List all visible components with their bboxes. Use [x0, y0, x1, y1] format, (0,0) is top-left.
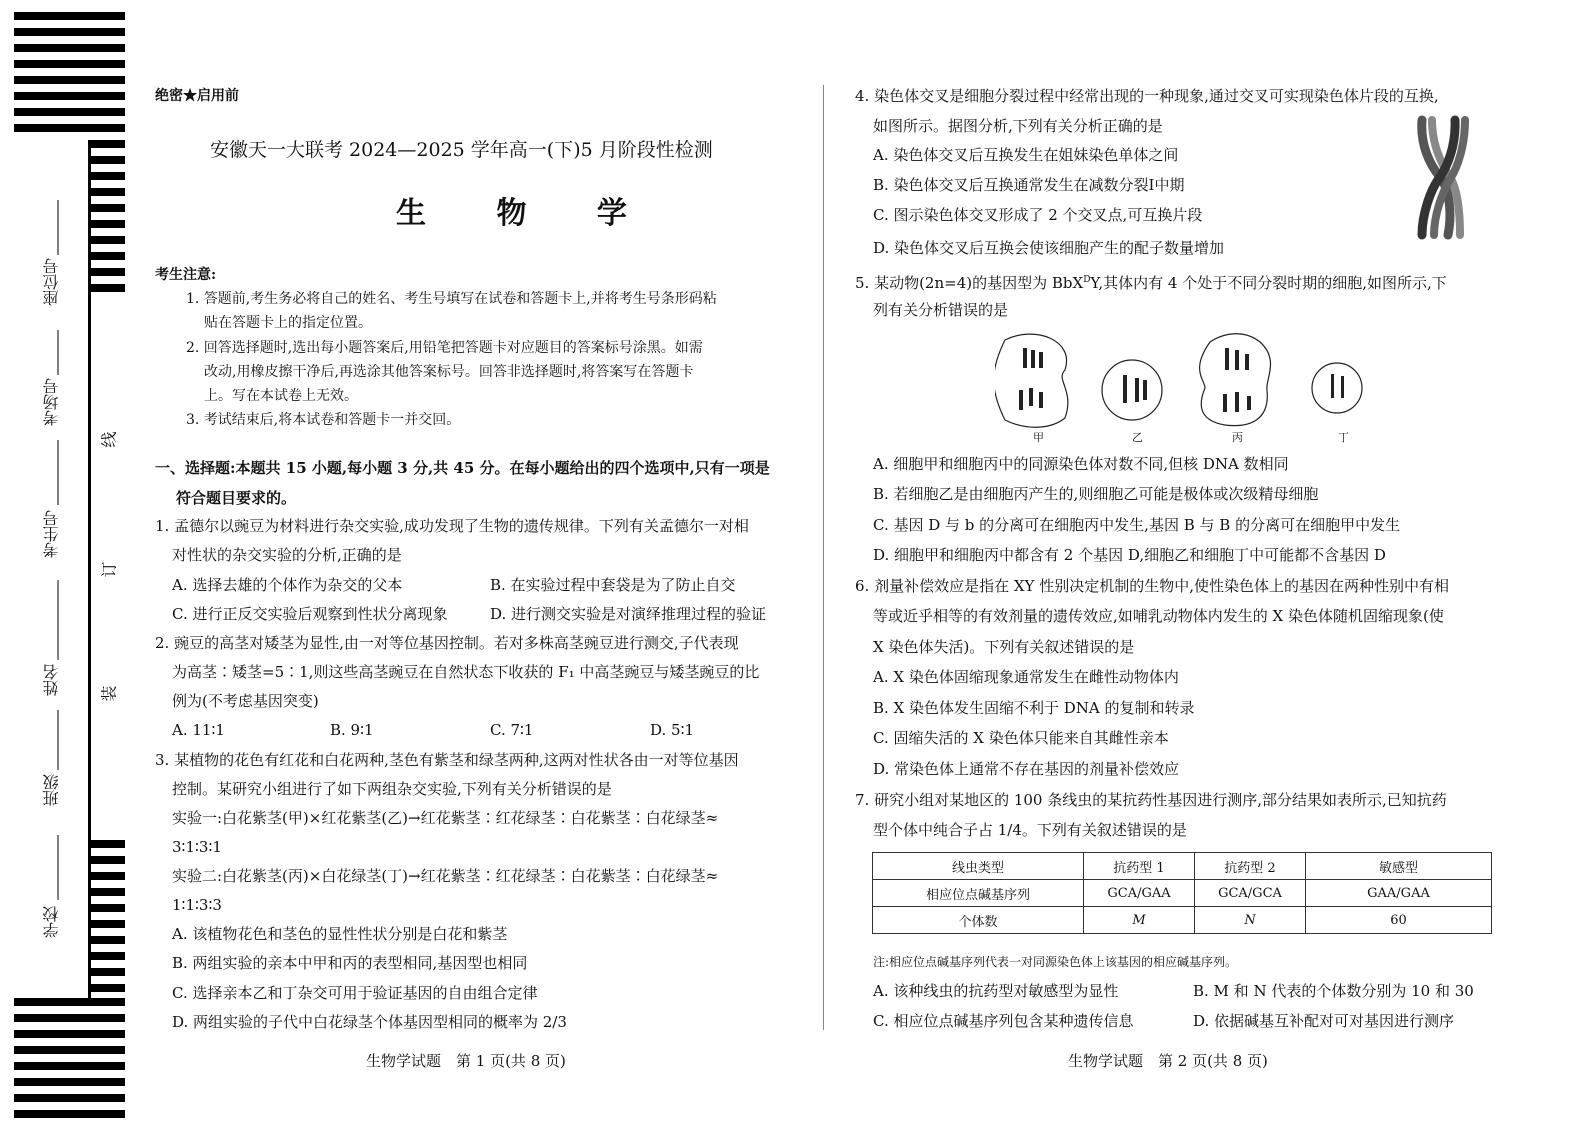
q3-stem: 3. 某植物的花色有红花和白花两种,茎色有紫茎和绿茎两种,这两对性状各由一对等位基因: [155, 751, 739, 769]
room-number-label: 考场号: [42, 378, 61, 426]
q4-stem-cont: 如图所示。据图分析,下列有关分析正确的是: [873, 117, 1163, 135]
q1-stem-cont: 对性状的杂交实验的分析,正确的是: [172, 546, 402, 564]
notice-line: 贴在答题卡上的指定位置。: [204, 315, 372, 331]
table-cell: 抗药型 2: [1195, 853, 1306, 880]
q3-stem-cont: 控制。某研究小组进行了如下两组杂交实验,下列有关分析错误的是: [172, 780, 612, 798]
notice-line: 1. 答题前,考生务必将自己的姓名、考生号填写在试卷和答题卡上,并将考生号条形码粘: [186, 291, 717, 307]
q6-option-a: A. X 染色体固缩现象通常发生在雌性动物体内: [873, 668, 1179, 686]
cell-label-jia: 甲: [1033, 431, 1044, 444]
q7-option-a: A. 该种线虫的抗药型对敏感型为显性: [873, 982, 1119, 1000]
q4-option-b: B. 染色体交叉后互换通常发生在减数分裂Ⅰ中期: [873, 176, 1185, 194]
notice-line: 上。写在本试卷上无效。: [204, 388, 358, 404]
table-row: [873, 853, 1492, 880]
q1-option-c: C. 进行正反交实验后观察到性状分离现象: [172, 605, 448, 623]
cell-division-figure: [995, 330, 1375, 430]
page-footer-right: 生物学试题 第 2 页(共 8 页): [1068, 1052, 1268, 1070]
cell-label-yi: 乙: [1132, 431, 1143, 444]
q7-table-note: 注:相应位点碱基序列代表一对同源染色体上该基因的相应碱基序列。: [873, 955, 1238, 969]
section-heading: 一、选择题:本题共 15 小题,每小题 3 分,共 45 分。在每小题给出的四个选项中,只有一项是: [155, 459, 770, 477]
seal-char-zhuang: 装: [99, 685, 119, 702]
q1-stem: 1. 孟德尔以豌豆为材料进行杂交实验,成功发现了生物的遗传规律。下列有关孟德尔一对相: [155, 517, 749, 535]
q2-option-d: D. 5∶1: [650, 721, 695, 739]
cell-yi: [1102, 360, 1162, 420]
section-heading-cont: 符合题目要求的。: [176, 489, 297, 507]
q4-option-a: A. 染色体交叉后互换发生在姐妹染色单体之间: [873, 146, 1179, 164]
q3-exp1: 实验一:白花紫茎(甲)×红花紫茎(乙)→红花紫茎∶红花绿茎∶白花紫茎∶白花绿茎≈: [172, 809, 719, 827]
table-cell: GCA/GAA: [1084, 880, 1195, 907]
q2-option-a: A. 11∶1: [172, 721, 225, 739]
table-cell: GCA/GCA: [1195, 880, 1306, 907]
table-cell: 个体数: [873, 907, 1084, 934]
notice-heading: 考生注意:: [155, 267, 217, 283]
cell-ding: [1312, 363, 1362, 413]
q7-option-d: D. 依据碱基互补配对可对基因进行测序: [1193, 1012, 1455, 1030]
q5-option-c: C. 基因 D 与 b 的分离可在细胞丙中发生,基因 B 与 B 的分离可在细胞甲中发生: [873, 516, 1401, 534]
q5-option-d: D. 细胞甲和细胞丙中都含有 2 个基因 D,细胞乙和细胞丁中可能都不含基因 D: [873, 546, 1386, 564]
q6-option-d: D. 常染色体上通常不存在基因的剂量补偿效应: [873, 760, 1180, 778]
name-label: 姓名: [42, 664, 61, 696]
cell-label-bing: 丙: [1232, 431, 1243, 444]
q7-stem-cont: 型个体中纯合子占 1/4。下列有关叙述错误的是: [873, 821, 1187, 839]
q4-option-d: D. 染色体交叉后互换会使该细胞产生的配子数量增加: [873, 239, 1225, 257]
seal-char-xian: 线: [99, 431, 119, 448]
table-cell: 敏感型: [1306, 853, 1492, 880]
table-cell: N: [1195, 907, 1306, 934]
table-cell: 抗药型 1: [1084, 853, 1195, 880]
school-label: 学校: [42, 906, 61, 938]
q2-stem-cont2: 例为(不考虑基因突变): [172, 692, 319, 710]
q3-exp2-ratio: 1∶1∶3∶3: [172, 896, 222, 914]
q5-stem-sup: D: [1083, 275, 1091, 285]
q7-stem: 7. 研究小组对某地区的 100 条线虫的某抗药性基因进行测序,部分结果如表所示,已知抗药: [855, 791, 1447, 809]
table-cell: 60: [1306, 907, 1492, 934]
column-divider: [823, 85, 824, 1030]
q3-option-a: A. 该植物花色和茎色的显性性状分别是白花和紫茎: [172, 925, 508, 943]
q6-stem: 6. 剂量补偿效应是指在 XY 性别决定机制的生物中,使性染色体上的基因在两种性别中有相: [855, 577, 1449, 595]
notice-line: 3. 考试结束后,将本试卷和答题卡一并交回。: [186, 412, 461, 428]
q5-stem: [855, 270, 1447, 293]
q1-option-b: B. 在实验过程中套袋是为了防止自交: [490, 576, 736, 594]
confidential-mark: 绝密★启用前: [155, 88, 239, 104]
q5-stem-cont: 列有关分析错误的是: [873, 301, 1009, 319]
table-cell: GAA/GAA: [1306, 880, 1492, 907]
q6-stem-cont: 等或近乎相等的有效剂量的遗传效应,如哺乳动物体内发生的 X 染色体随机固缩现象(使: [873, 607, 1444, 625]
q3-exp1-ratio: 3∶1∶3∶1: [172, 838, 222, 856]
q6-stem-cont2: X 染色体失活)。下列有关叙述错误的是: [873, 638, 1135, 656]
q5-option-b: B. 若细胞乙是由细胞丙产生的,则细胞乙可能是极体或次级精母细胞: [873, 485, 1319, 503]
q1-option-a: A. 选择去雄的个体作为杂交的父本: [172, 576, 403, 594]
q1-option-d: D. 进行测交实验是对演绎推理过程的验证: [490, 605, 767, 623]
q4-stem: 4. 染色体交叉是细胞分裂过程中经常出现的一种现象,通过交叉可实现染色体片段的互换,: [855, 87, 1439, 105]
notice-line: 2. 回答选择题时,选出每小题答案后,用铅笔把答题卡对应题目的答案标号涂黑。如需: [186, 340, 703, 356]
q4-option-c: C. 图示染色体交叉形成了 2 个交叉点,可互换片段: [873, 206, 1203, 224]
q2-option-c: C. 7∶1: [490, 721, 534, 739]
q7-option-b: B. M 和 N 代表的个体数分别为 10 和 30: [1193, 982, 1474, 1000]
table-cell: 线虫类型: [873, 853, 1084, 880]
table-row: [873, 907, 1492, 934]
q7-table: [872, 852, 1492, 934]
subject-title: 生 物 学: [396, 196, 657, 231]
seal-char-ding: 订: [99, 561, 119, 578]
q3-option-b: B. 两组实验的亲本中甲和丙的表型相同,基因型也相同: [172, 954, 528, 972]
candidate-number-label: 考生号: [42, 510, 61, 558]
q5-stem-part1: 5. 某动物(2n=4)的基因型为 BbX: [855, 274, 1084, 292]
q5-option-a: A. 细胞甲和细胞丙中的同源染色体对数不同,但核 DNA 数相同: [873, 455, 1289, 473]
chromosome-crossover-figure: [1410, 115, 1480, 240]
q2-stem: 2. 豌豆的高茎对矮茎为显性,由一对等位基因控制。若对多株高茎豌豆进行测交,子代表现: [155, 634, 739, 652]
binding-margin: [0, 0, 130, 1138]
q2-option-b: B. 9∶1: [330, 721, 374, 739]
q6-option-c: C. 固缩失活的 X 染色体只能来自其雌性亲本: [873, 729, 1169, 747]
q3-option-c: C. 选择亲本乙和丁杂交可用于验证基因的自由组合定律: [172, 984, 538, 1002]
exam-title: 安徽天一大联考 2024—2025 学年高一(下)5 月阶段性检测: [210, 139, 713, 161]
q2-stem-cont: 为高茎∶矮茎=5∶1,则这些高茎豌豆在自然状态下收获的 F₁ 中高茎豌豆与矮茎豌豆的比: [172, 663, 760, 681]
seat-number-label: 座位号: [42, 258, 61, 306]
q5-stem-part2: Y,其体内有 4 个处于不同分裂时期的细胞,如图所示,下: [1090, 274, 1447, 292]
class-label: 班级: [42, 774, 61, 806]
q7-option-c: C. 相应位点碱基序列包含某种遗传信息: [873, 1012, 1134, 1030]
q3-option-d: D. 两组实验的子代中白花绿茎个体基因型相同的概率为 2/3: [172, 1013, 567, 1031]
page-footer-left: 生物学试题 第 1 页(共 8 页): [366, 1052, 566, 1070]
notice-line: 改动,用橡皮擦干净后,再选涂其他答案标号。回答非选择题时,将答案写在答题卡: [204, 364, 694, 380]
q6-option-b: B. X 染色体发生固缩不利于 DNA 的复制和转录: [873, 699, 1195, 717]
table-row: [873, 880, 1492, 907]
cell-label-ding: 丁: [1338, 431, 1349, 444]
table-cell: M: [1084, 907, 1195, 934]
table-cell: 相应位点碱基序列: [873, 880, 1084, 907]
q3-exp2: 实验二:白花紫茎(丙)×白花绿茎(丁)→红花紫茎∶红花绿茎∶白花紫茎∶白花绿茎≈: [172, 867, 719, 885]
cell-jia: [995, 334, 1068, 427]
